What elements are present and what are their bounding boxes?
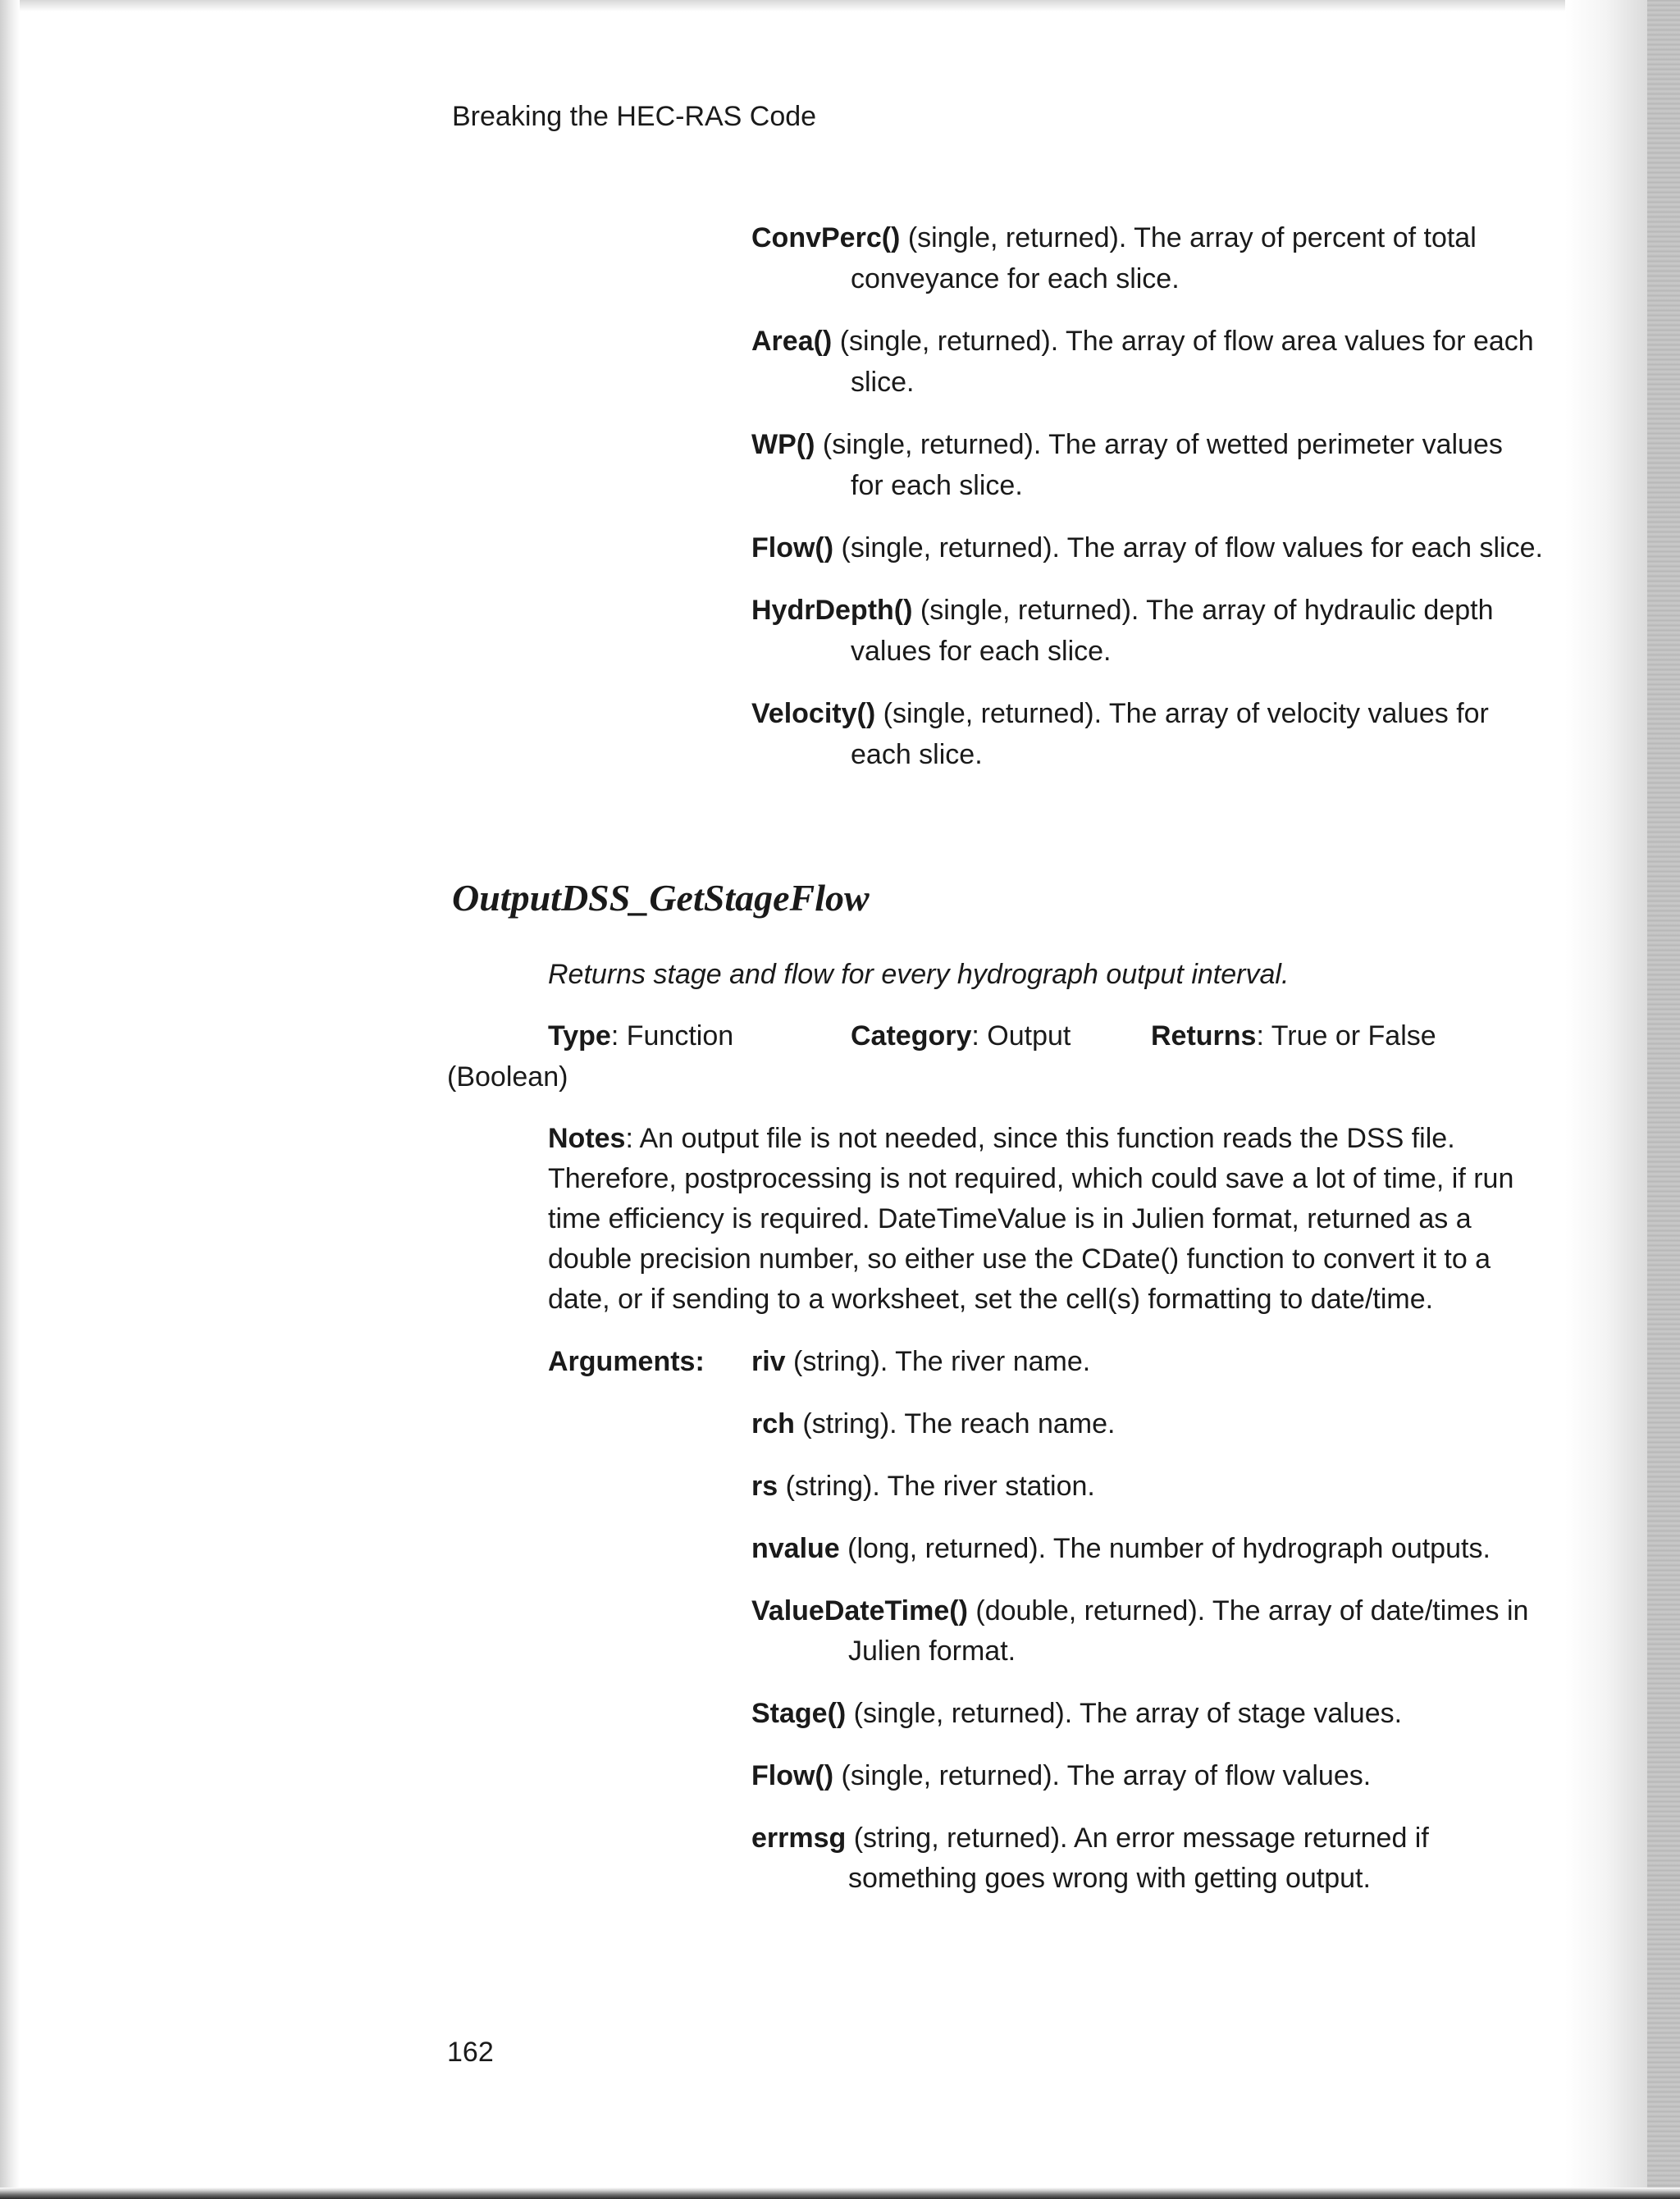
argument-desc: (string). The river station. [778,1471,1095,1502]
type-field [548,1020,733,1052]
argument-desc: (single, returned). The array of flow values. [833,1760,1372,1791]
param-line [751,325,1534,358]
type-label: Type [548,1020,611,1052]
param-line [751,221,1477,254]
returns-field [1151,1020,1436,1052]
argument-line [751,1759,1371,1792]
argument-line [751,1697,1402,1730]
param-line [751,428,1503,461]
argument-line [751,1470,1095,1503]
returns-value: : True or False [1256,1020,1436,1052]
notes-line: time efficiency is required. DateTimeValue is in Julien format, returned as a [548,1203,1472,1234]
argument-line [751,1407,1115,1440]
param-desc: (single, returned). The array of hydraulic depth [912,595,1494,626]
notes-line: date, or if sending to a worksheet, set the cell(s) formatting to date/time. [548,1284,1434,1315]
param-name: Flow() [751,532,834,563]
argument-desc: (string). The river name. [785,1346,1091,1377]
notes-line: double precision number, so either use the CDate() function to convert it to a [548,1243,1491,1275]
scan-edge-right [1565,0,1680,2199]
param-line [751,594,1494,627]
argument-desc: (long, returned). The number of hydrograph outputs. [839,1533,1491,1564]
notes-line: Notes: An output file is not needed, since this function reads the DSS file. [548,1123,1455,1154]
category-field [851,1020,1071,1052]
section-title: OutputDSS_GetStageFlow [452,877,870,919]
param-line [751,697,1489,730]
returns-value-cont: (Boolean) [447,1061,568,1093]
param-name: ConvPerc() [751,222,901,253]
param-line [751,532,1543,564]
argument-desc-cont: something goes wrong with getting output. [848,1863,1371,1894]
param-name: Area() [751,326,833,357]
running-header: Breaking the HEC-RAS Code [452,101,817,132]
param-desc: (single, returned). The array of flow values for each slice. [833,532,1543,563]
param-name: WP() [751,429,815,460]
argument-desc-cont: Julien format. [848,1636,1016,1667]
argument-desc: (string). The reach name. [794,1408,1116,1439]
scan-edge-top [0,0,1680,11]
category-value: : Output [971,1020,1071,1052]
argument-name: rs [751,1471,778,1502]
argument-name: rch [751,1408,795,1439]
notes-label: Notes [548,1123,626,1154]
type-value: : Function [610,1020,734,1052]
param-name: HydrDepth() [751,595,913,626]
param-desc-cont: for each slice. [851,470,1023,501]
argument-line [751,1345,1090,1378]
notes-line: Therefore, postprocessing is not required, which could save a lot of time, if run [548,1163,1514,1194]
argument-name: ValueDateTime() [751,1595,968,1626]
param-desc: (single, returned). The array of wetted perimeter values [815,429,1503,460]
argument-desc: (single, returned). The array of stage values. [846,1698,1403,1729]
argument-name: Flow() [751,1760,834,1791]
category-label: Category [851,1020,972,1052]
arguments-label: Arguments: [548,1346,705,1377]
param-desc-cont: conveyance for each slice. [851,263,1180,294]
argument-name: riv [751,1346,786,1377]
param-desc-cont: values for each slice. [851,636,1112,667]
argument-line [751,1595,1528,1627]
param-desc-cont: each slice. [851,739,983,770]
argument-line [751,1532,1491,1565]
scan-edge-bottom [0,2188,1680,2199]
section-summary: Returns stage and flow for every hydrograph output interval. [548,959,1290,990]
returns-label: Returns [1151,1020,1257,1052]
param-name: Velocity() [751,698,876,729]
argument-line [751,1822,1429,1855]
scan-edge-left [0,0,20,2199]
argument-desc: (double, returned). The array of date/times in [967,1595,1529,1626]
argument-desc: (string, returned). An error message returned if [846,1823,1429,1854]
param-desc: (single, returned). The array of percent of total [900,222,1477,253]
param-desc-cont: slice. [851,367,915,398]
argument-name: errmsg [751,1823,847,1854]
argument-name: Stage() [751,1698,847,1729]
param-desc: (single, returned). The array of flow area values for each [832,326,1534,357]
param-desc: (single, returned). The array of velocity values for [875,698,1489,729]
argument-name: nvalue [751,1533,840,1564]
page-number: 162 [447,2037,494,2068]
